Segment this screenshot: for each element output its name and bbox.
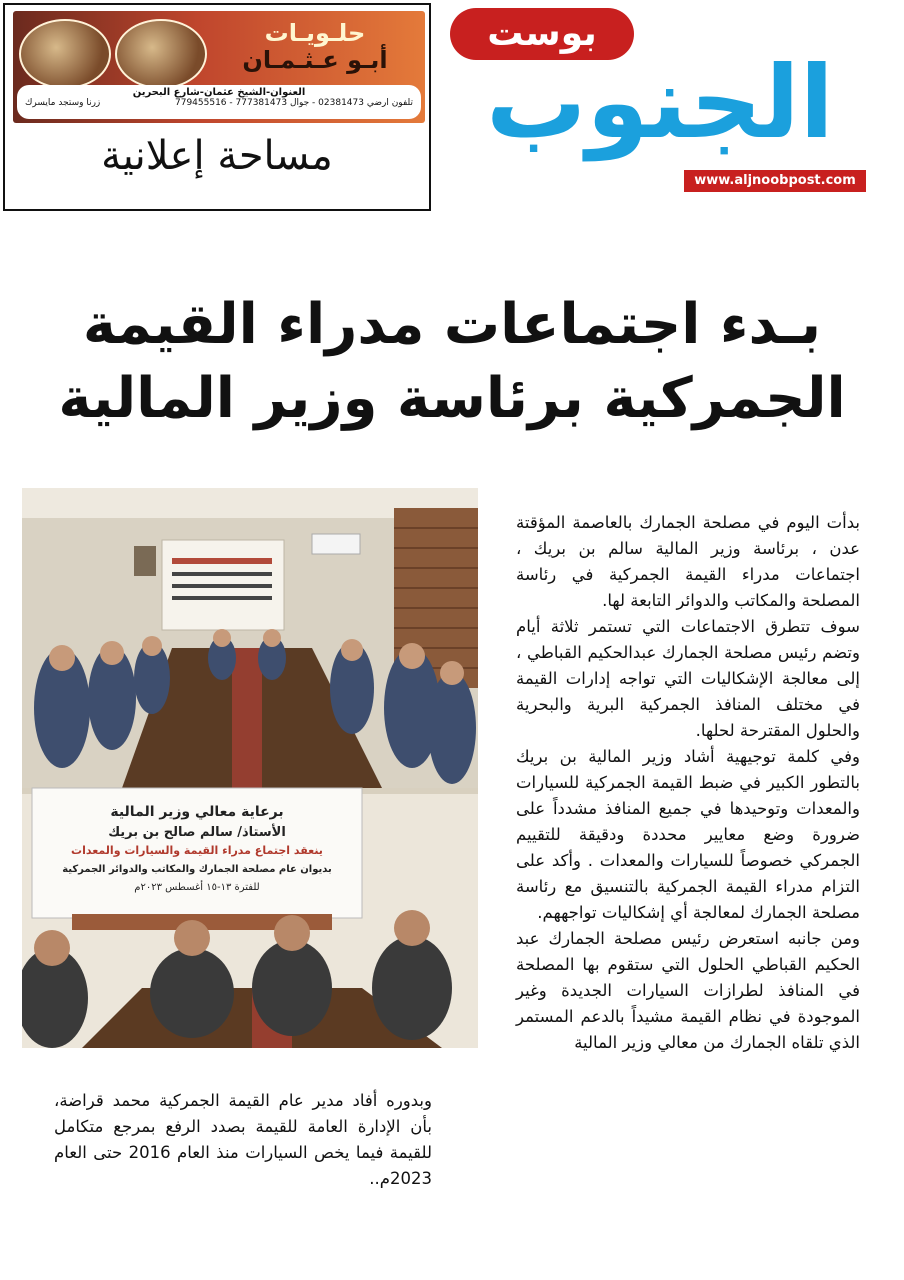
advertisement-box[interactable] [3, 3, 431, 211]
banner-line-1: برعاية معالي وزير المالية [110, 804, 284, 820]
article-paragraph: وفي كلمة توجيهية أشاد وزير المالية بن بريك بالتطور الكبير في ضبط القيمة الجمركية للسيارات والمعدات وتوحيدها في جميع المنافذ مشدداً على ضرورة وضع معايير محددة ودقيقة للتقييم الجمركي خصوصاً للسيارات والمعدات . وأكد على التزام مدراء القيمة الجمركية بالتنسيق مع رئاسة مصلحة الجمارك لمعالجة أي إشكاليات تواجههم. [516, 747, 860, 922]
shop-photo-image [19, 19, 111, 89]
ad-phones: تلفون ارضي 02381473 - جوال 777381473 - 779455516 [175, 98, 413, 108]
ad-address: العنوان-الشيخ عثمان-شارع البحرين [132, 87, 306, 98]
ad-shop-name-line2: أبـو عـثـمـان [242, 46, 388, 74]
meeting-photo [22, 488, 478, 1048]
article-paragraph: بدأت اليوم في مصلحة الجمارك بالعاصمة المؤقتة عدن ، برئاسة وزير المالية سالم بن بريك ، اجتماعات مدراء القيمة الجمركية في رئاسة المصلحة والمكاتب والدوائر التابعة لها. [516, 513, 860, 610]
article-paragraph: وبدوره أفاد مدير عام القيمة الجمركية محمد قراضة، بأن الإدارة العامة للقيمة بصدد الرفع بمرجع متكامل للقيمة فيما يخص السيارات منذ العام 2016 حتى العام 2023م.. [54, 1091, 432, 1188]
banner-line-5: للفترة ١٣-١٥ أغسطس ٢٠٢٣م [134, 882, 260, 893]
headline-line-1: بـدء اجتماعات مدراء القيمة [82, 292, 822, 357]
article-body [516, 510, 860, 1056]
logo-url[interactable]: www.aljnoobpost.com [684, 170, 866, 192]
article-body-continued [54, 1088, 432, 1192]
ad-shop-name [215, 19, 415, 73]
ad-contact-info [17, 85, 421, 119]
headline-line-2: الجمركية برئاسة وزير المالية [58, 366, 846, 431]
ad-shop-name-line1: حلـويـات [264, 19, 366, 47]
banner-line-4: بديوان عام مصلحة الجمارك والمكاتب والدوائر الجمركية [62, 864, 332, 875]
logo-name: الجنوب [486, 44, 834, 161]
logo-post-word: بوست [450, 8, 634, 60]
shop-photo-image [115, 19, 207, 89]
article-paragraph: ومن جانبه استعرض رئيس مصلحة الجمارك عبد الحكيم القباطي الحلول التي ستقوم بها المصلحة في المنافذ لطرازات السيارات الجديدة وغير الموجودة في نظام القيمة مشيداً بالدعم المستمر الذي تلقاه الجمارك من معالي وزير المالية [516, 929, 860, 1052]
ad-space-label: مساحة إعلانية [101, 133, 333, 179]
banner-line-2: الأستاذ/ سالم صالح بن بريك [108, 825, 286, 840]
site-logo[interactable] [450, 8, 870, 198]
ad-banner[interactable] [13, 11, 425, 123]
banner-line-3: ينعقد اجتماع مدراء القيمة والسيارات والمعدات [71, 844, 323, 857]
ad-visit-text: زرنا وستجد مايسرك [25, 98, 101, 108]
article-paragraph: سوف تتطرق الاجتماعات التي تستمر ثلاثة أيام وتضم رئيس مصلحة الجمارك عبدالحكيم القباطي ، إلى معالجة الإشكاليات التي تواجه إدارات القيمة في مختلف المنافذ الجمركية البرية والبحرية والحلول المقترحة لحلها. [516, 617, 860, 740]
